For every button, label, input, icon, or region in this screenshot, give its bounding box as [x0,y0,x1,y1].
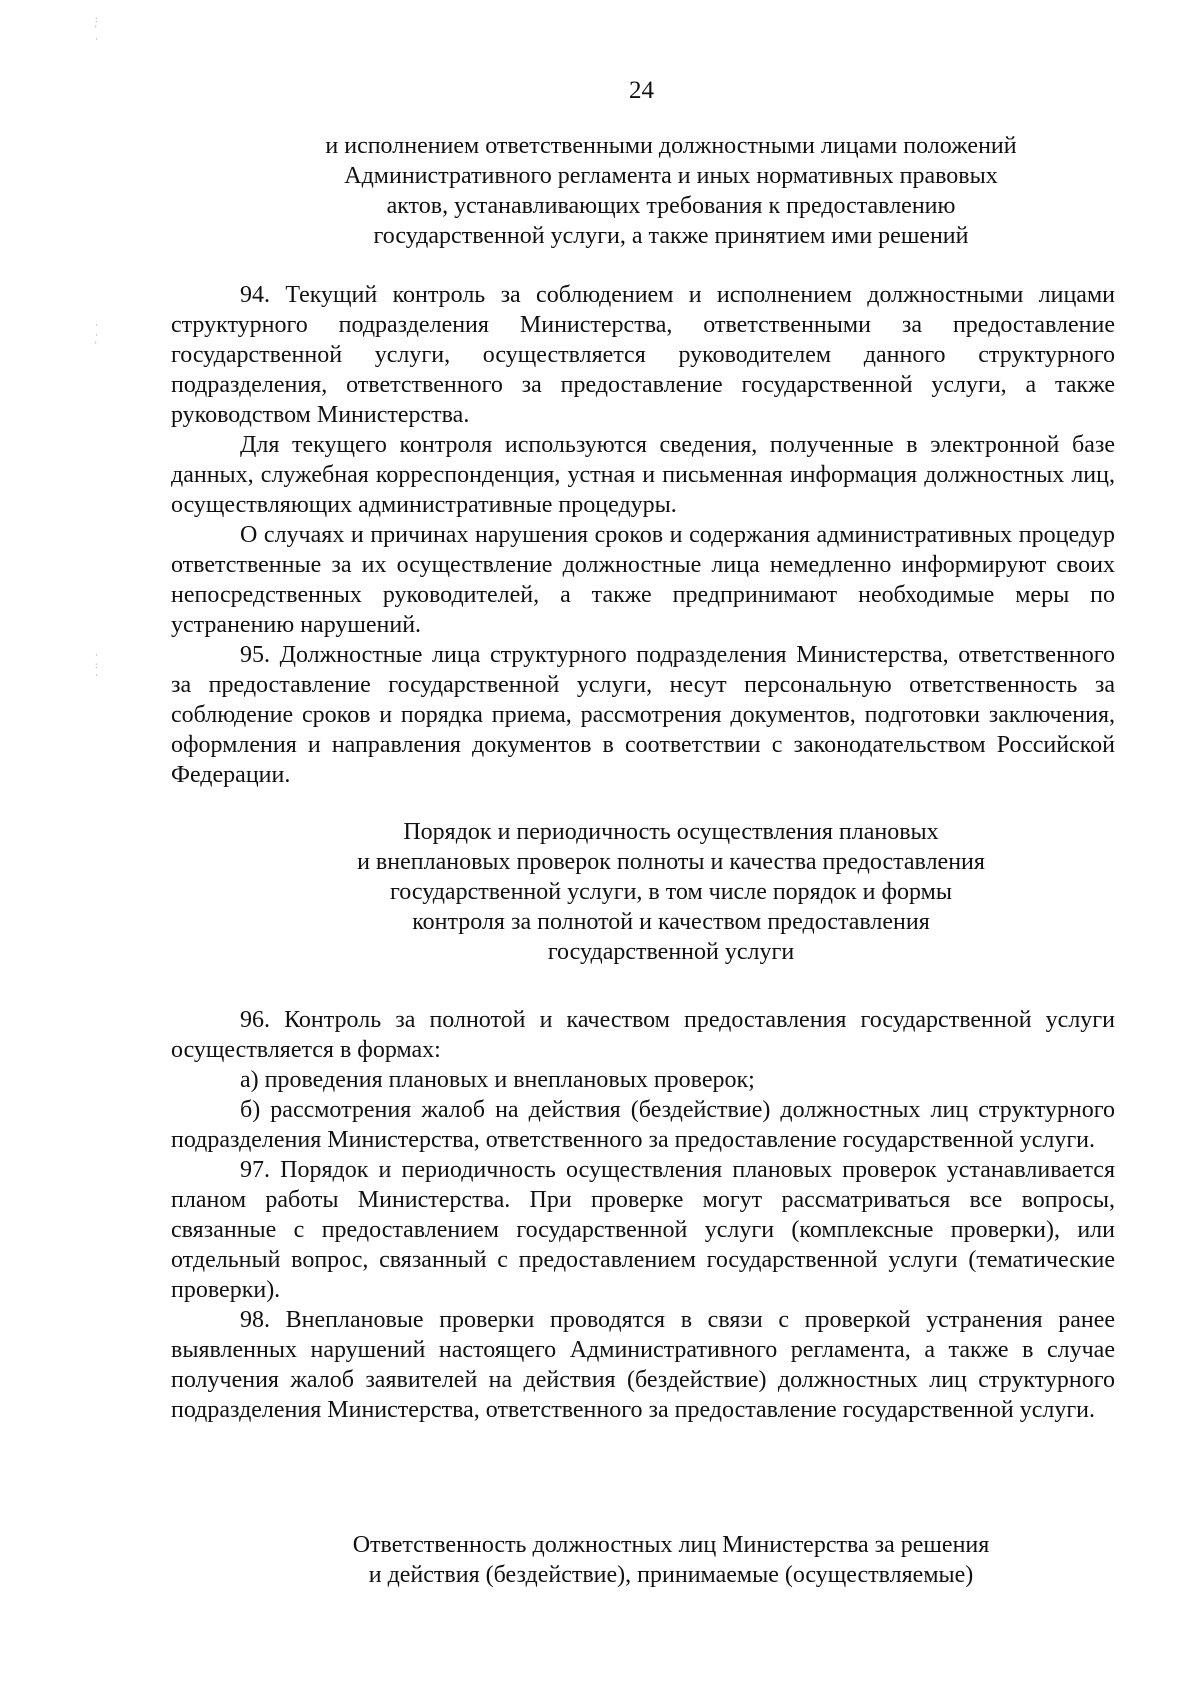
heading-line: государственной услуги, а также принятием ими решений [373,223,969,249]
heading-line: актов, устанавливающих требования к предоставлению [386,193,956,219]
section-heading-3 [171,1530,1171,1590]
scan-speck-mark: : ' · [95,14,98,44]
section-body-1 [171,280,1115,790]
scan-speck-mark: · · ' [95,320,98,350]
section-heading-1 [171,131,1171,251]
paragraph-96: 96. Контроль за полнотой и качеством предоставления государственной услуги осуществляется в формах: [171,1007,1115,1063]
paragraph-96-a: а) проведения плановых и внеплановых проверок; [240,1067,755,1093]
heading-line: Порядок и периодичность осуществления плановых [403,819,939,845]
heading-line: государственной услуги, в том числе порядок и формы [390,879,952,905]
heading-line: государственной услуги [547,939,795,965]
heading-line: и внеплановых проверок полноты и качества предоставления [357,849,985,875]
paragraph-94: 94. Текущий контроль за соблюдением и исполнением должностными лицами структурного подразделения Министерства, ответственными за предоставление государственной услуги, осуществляется руководителем данного структурного подразделения, ответственного за предоставление государственной услуги, а также руководством Министерства. [171,282,1115,428]
paragraph-97: 97. Порядок и периодичность осуществления плановых проверок устанавливается планом работы Министерства. При проверке могут рассматриваться все вопросы, связанные с предоставлением государственной услуги (комплексные проверки), или отдельный вопрос, связанный с предоставлением государственной услуги (тематические проверки). [171,1157,1115,1303]
heading-line: Ответственность должностных лиц Министерства за решения [352,1532,990,1558]
paragraph-98: 98. Внеплановые проверки проводятся в связи с проверкой устранения ранее выявленных нарушений настоящего Административного регламента, а также в случае получения жалоб заявителей на действия (бездействие) должностных лиц структурного подразделения Министерства, ответственного за предоставление государственной услуги. [171,1307,1115,1423]
paragraph-96-b: б) рассмотрения жалоб на действия (бездействие) должностных лиц структурного подразделения Министерства, ответственного за предоставление государственной услуги. [171,1097,1115,1153]
section-body-2 [171,1005,1115,1425]
paragraph-94-violations: О случаях и причинах нарушения сроков и содержания административных процедур ответственные за их осуществление должностные лица немедленно информируют своих непосредственных руководителей, а также предпринимают необходимые меры по устранению нарушений. [171,522,1115,638]
paragraph-94-info-sources: Для текущего контроля используются сведения, полученные в электронной базе данных, служебная корреспонденция, устная и письменная информация должностных лиц, осуществляющих административные процедуры. [171,432,1115,518]
paragraph-95: 95. Должностные лица структурного подразделения Министерства, ответственного за предоставление государственной услуги, несут персональную ответственность за соблюдение сроков и порядка приема, рассмотрения документов, подготовки заключения, оформления и направления документов в соответствии с законодательством Российской Федерации. [171,642,1115,788]
section-heading-2 [171,817,1171,967]
heading-line: и действия (бездействие), принимаемые (осуществляемые) [368,1562,974,1588]
heading-line: и исполнением ответственными должностными лицами положений [325,133,1017,159]
heading-line: контроля за полнотой и качеством предоставления [412,909,930,935]
heading-line: Административного регламента и иных нормативных правовых [344,163,998,189]
scan-speck-mark: · : · [95,650,98,680]
page-number: 24 [629,77,654,104]
